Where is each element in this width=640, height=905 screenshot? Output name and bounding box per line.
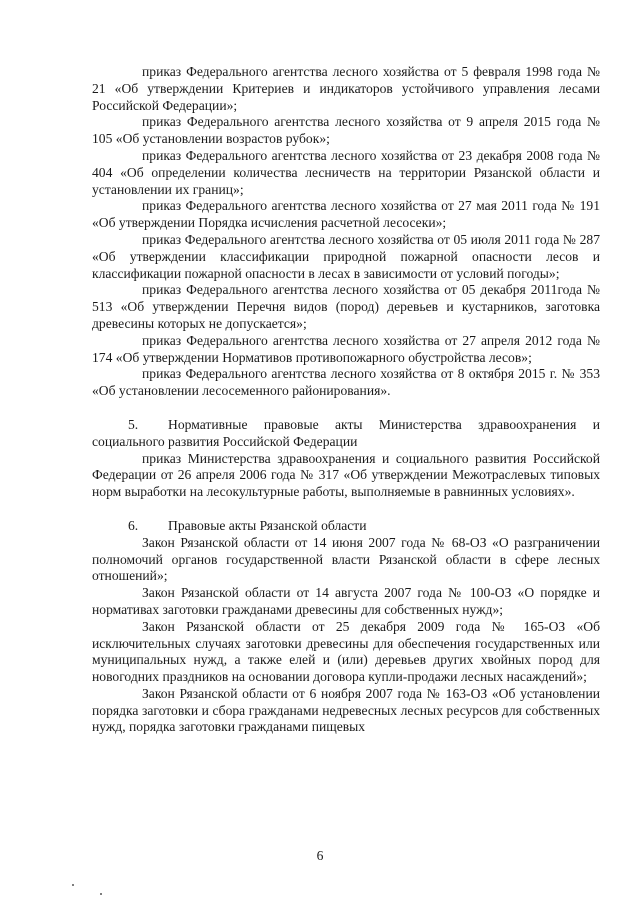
page-number: 6: [316, 848, 324, 863]
list-item: приказ Федерального агентства лесного хозяйства от 27 мая 2011 года № 191 «Об утверждении Порядка исчисления расчетной лесосеки»;: [92, 198, 600, 231]
list-item: приказ Федерального агентства лесного хозяйства от 8 октября 2015 г. № 353 «Об установлении лесосеменного районирования».: [92, 366, 600, 399]
document-page: [92, 64, 600, 736]
list-item: приказ Федерального агентства лесного хозяйства от 5 февраля 1998 года № 21 «Об утверждении Критериев и индикаторов устойчивого управления лесами Российской Федерации»;: [92, 64, 600, 113]
section-number: 6.: [128, 517, 139, 533]
spacer: [92, 400, 600, 417]
scan-speck: [72, 884, 74, 886]
list-item: приказ Федерального агентства лесного хозяйства от 27 апреля 2012 года № 174 «Об утверждении Нормативов противопожарного обустройства лесов»;: [92, 332, 600, 365]
list-item: приказ Федерального агентства лесного хозяйства от 9 апреля 2015 года № 105 «Об установлении возрастов рубок»;: [92, 114, 600, 147]
list-item: Закон Рязанской области от 25 декабря 2009 года № 165-ОЗ «Об исключительных случаях заготовки древесины для обеспечения государственных или муниципальных нужд, а также елей и (или) деревьев других хвойных пород для новогодних праздников на основании договора купли-продажи лесных насаждений»;: [92, 618, 600, 685]
list-item: приказ Федерального агентства лесного хозяйства от 05 декабря 2011года № 513 «Об утверждении Перечня видов (пород) деревьев и кустарников, заготовка древесины которых не допускается»;: [92, 282, 600, 331]
list-item: приказ Федерального агентства лесного хозяйства от 05 июля 2011 года № 287 «Об утверждении классификации природной пожарной опасности лесов и классификации пожарной опасности в лесах в зависимости от условий погоды»;: [92, 231, 600, 281]
scan-speck: [100, 893, 102, 895]
list-item: Закон Рязанской области от 14 августа 2007 года № 100-ОЗ «О порядке и нормативах заготовки гражданами древесины для собственных нужд»;: [92, 585, 600, 617]
section-number: 5.: [128, 416, 139, 432]
section-heading-6: [92, 518, 600, 535]
spacer: [92, 501, 600, 518]
list-item: приказ Федерального агентства лесного хозяйства от 23 декабря 2008 года № 404 «Об определении количества лесничеств на территории Рязанской области и установлении их границ»;: [92, 147, 600, 197]
list-item: Закон Рязанской области от 14 июня 2007 года № 68-ОЗ «О разграничении полномочий органов государственной власти Рязанской области в сфере лесных отношений»;: [92, 534, 600, 584]
list-item: приказ Министерства здравоохранения и социального развития Российской Федерации от 26 апреля 2006 года № 317 «Об утверждении Межотраслевых типовых норм выработки на лесокультурные работы, выполняемые в равнинных условиях».: [92, 450, 600, 500]
section-title: Нормативные правовые акты Министерства здравоохранения и социального развития Российской Федерации: [92, 416, 600, 449]
list-item: Закон Рязанской области от 6 ноября 2007 года № 163-ОЗ «Об установлении порядка заготовки и сбора гражданами недревесных лесных ресурсов для собственных нужд, порядка заготовки гражданами пищевых: [92, 685, 600, 735]
section-heading-5: [92, 417, 600, 451]
section-title: Правовые акты Рязанской области: [168, 517, 367, 533]
